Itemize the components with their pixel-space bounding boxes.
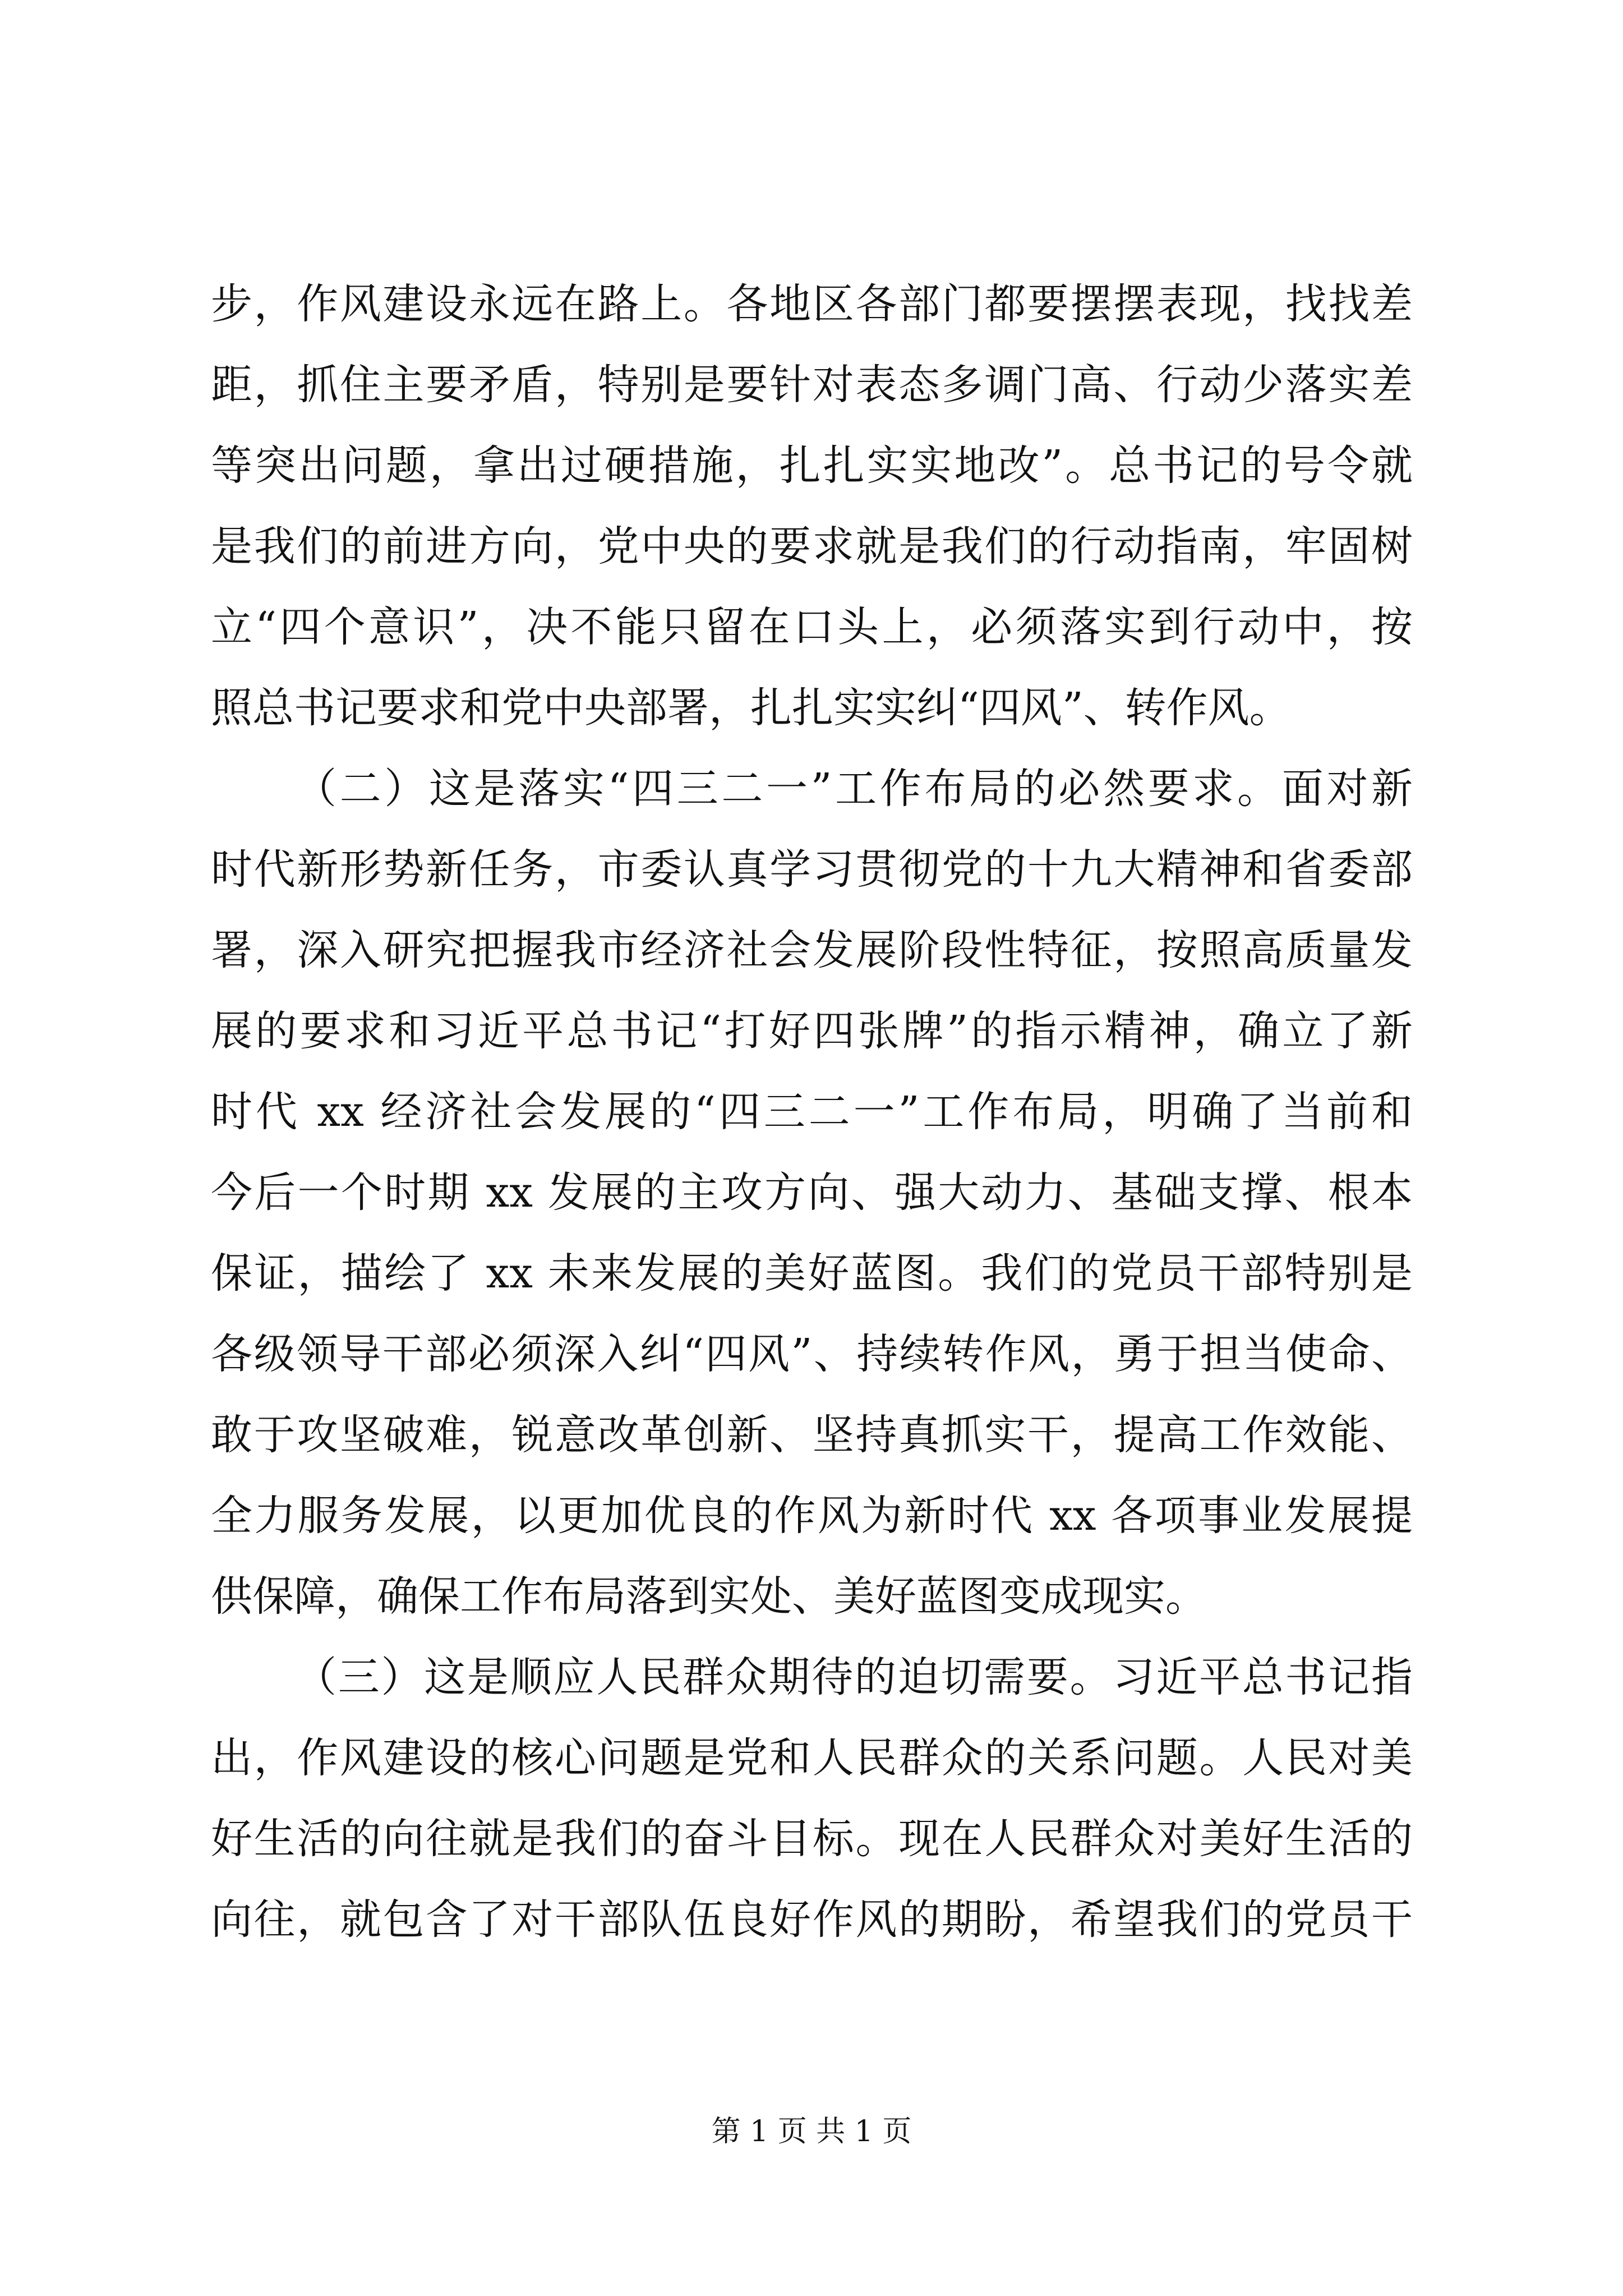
text-line: 出，作风建设的核心问题是党和人民群众的关系问题。人民对美 [211,1734,1413,1782]
text-line: 立“四个意识”，决不能只留在口头上，必须落实到行动中，按 [211,603,1413,651]
text-line: 向往，就包含了对干部队伍良好作风的期盼，希望我们的党员干 [211,1895,1413,1944]
text-line: 署，深入研究把握我市经济社会发展阶段性特征，按照高质量发 [211,926,1413,974]
text-line: 展的要求和习近平总书记“打好四张牌”的指示精神，确立了新 [211,1007,1413,1055]
text-line: （二）这是落实“四三二一”工作布局的必然要求。面对新 [295,765,1413,813]
text-line: 保证，描绘了 xx 未来发展的美好蓝图。我们的党员干部特别是 [211,1249,1413,1297]
text-line: 今后一个时期 xx 发展的主攻方向、强大动力、基础支撑、根本 [211,1168,1413,1217]
text-line: 全力服务发展，以更加优良的作风为新时代 xx 各项事业发展提 [211,1492,1413,1540]
text-line: 距，抓住主要矛盾，特别是要针对表态多调门高、行动少落实差 [211,361,1413,409]
text-line: 是我们的前进方向，党中央的要求就是我们的行动指南，牢固树 [211,522,1413,570]
text-line: 供保障，确保工作布局落到实处、美好蓝图变成现实。 [211,1572,1207,1621]
text-line: 等突出问题，拿出过硬措施，扎扎实实地改”。总书记的号令就 [211,441,1413,490]
text-line: 敢于攻坚破难，锐意改革创新、坚持真抓实干，提高工作效能、 [211,1411,1413,1459]
text-line: 各级领导干部必须深入纠“四风”、持续转作风，勇于担当使命、 [211,1330,1413,1378]
document-body [211,264,1413,1960]
text-line: 好生活的向往就是我们的奋斗目标。现在人民群众对美好生活的 [211,1815,1413,1863]
page-footer [0,2109,1623,2154]
text-line: 照总书记要求和党中央部署，扎扎实实纠“四风”、转作风。 [211,684,1291,732]
page-number: 第 1 页 共 1 页 [711,2115,912,2148]
text-line: （三）这是顺应人民群众期待的迫切需要。习近平总书记指 [295,1653,1413,1701]
text-line: 步，作风建设永远在路上。各地区各部门都要摆摆表现，找找差 [211,280,1413,328]
text-line: 时代新形势新任务，市委认真学习贯彻党的十九大精神和省委部 [211,845,1413,894]
text-line: 时代 xx 经济社会发展的“四三二一”工作布局，明确了当前和 [211,1088,1413,1136]
